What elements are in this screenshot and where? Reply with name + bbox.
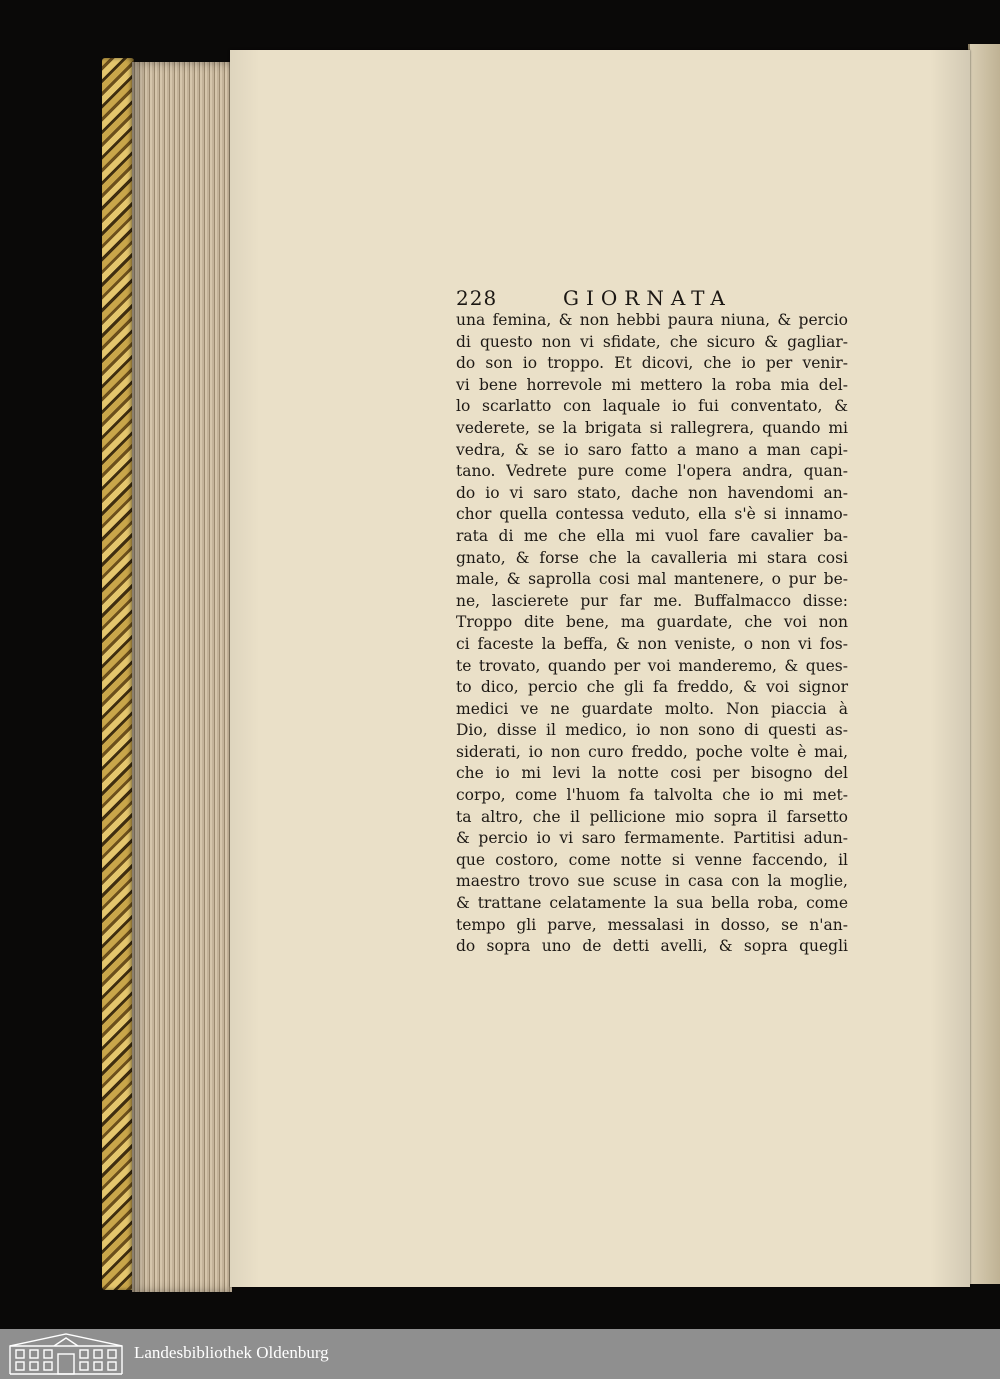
text-line: maestro trovo sue scuse in casa con la moglie, xyxy=(456,872,848,891)
body-text xyxy=(456,310,848,958)
text-line: rata di me che ella mi vuol fare cavalier ba- xyxy=(456,526,848,545)
text-line: & percio io vi saro fermamente. Partitisi adun- xyxy=(456,829,848,848)
text-line: tano. Vedrete pure come l'opera andra, quan- xyxy=(456,462,848,481)
text-line: corpo, come l'huom fa talvolta che io mi met- xyxy=(456,786,848,805)
text-line: que costoro, come notte si venne faccendo, il xyxy=(456,850,848,869)
text-line: & trattane celatamente la sua bella roba, come xyxy=(456,894,848,913)
text-line: che io mi levi la notte cosi per bisogno del xyxy=(456,764,848,783)
text-line: Troppo dite bene, ma guardate, che voi non xyxy=(456,613,848,632)
text-line: chor quella contessa veduto, ella s'è si innamo- xyxy=(456,505,848,524)
text-line: do io vi saro stato, dache non havendomi an- xyxy=(456,483,848,502)
text-line: ci faceste la beffa, & non veniste, o non vi fos- xyxy=(456,634,848,653)
page-number: 228 xyxy=(456,286,498,310)
running-title: GIORNATA xyxy=(563,286,732,310)
footer-bar xyxy=(0,1329,1000,1379)
text-line: vi bene horrevole mi mettero la roba mia del- xyxy=(456,375,848,394)
text-line: tempo gli parve, messalasi in dosso, se n'an- xyxy=(456,915,848,934)
text-line: vederete, se la brigata si rallegrera, quando mi xyxy=(456,418,848,437)
page-edges xyxy=(132,62,232,1292)
text-line: Dio, disse il medico, io non sono di questi as- xyxy=(456,721,848,740)
text-line: una femina, & non hebbi paura niuna, & percio xyxy=(456,311,848,329)
text-line: gnato, & forse che la cavalleria mi stara cosi xyxy=(456,548,848,567)
text-line: medici ve ne guardate molto. Non piaccia à xyxy=(456,699,848,718)
text-line: do son io troppo. Et dicovi, che io per venir- xyxy=(456,354,848,373)
text-line: to dico, percio che gli fa freddo, & voi signor xyxy=(456,678,848,697)
gilt-book-edge xyxy=(102,58,134,1290)
text-line: ta altro, che il pellicione mio sopra il farsetto xyxy=(456,807,848,826)
text-line: ne, lascierete pur far me. Buffalmacco disse: xyxy=(456,591,848,610)
text-line: do sopra uno de detti avelli, & sopra quegli xyxy=(456,937,848,956)
text-line: te trovato, quando per voi manderemo, & ques- xyxy=(456,656,848,675)
library-name: Landesbibliothek Oldenburg xyxy=(134,1343,329,1362)
facing-page-edge xyxy=(968,44,1000,1284)
text-line: male, & saprolla cosi mal mantenere, o pur be- xyxy=(456,570,848,589)
text-line: lo scarlatto con laquale io fui conventato, & xyxy=(456,397,848,416)
page-header xyxy=(456,286,848,312)
text-line: vedra, & se io saro fatto a mano a man capi- xyxy=(456,440,848,459)
library-building-icon xyxy=(8,1332,124,1376)
text-line: siderati, io non curo freddo, poche volte è mai, xyxy=(456,742,848,761)
text-line: di questo non vi sfidate, che sicuro & gagliar- xyxy=(456,332,848,351)
